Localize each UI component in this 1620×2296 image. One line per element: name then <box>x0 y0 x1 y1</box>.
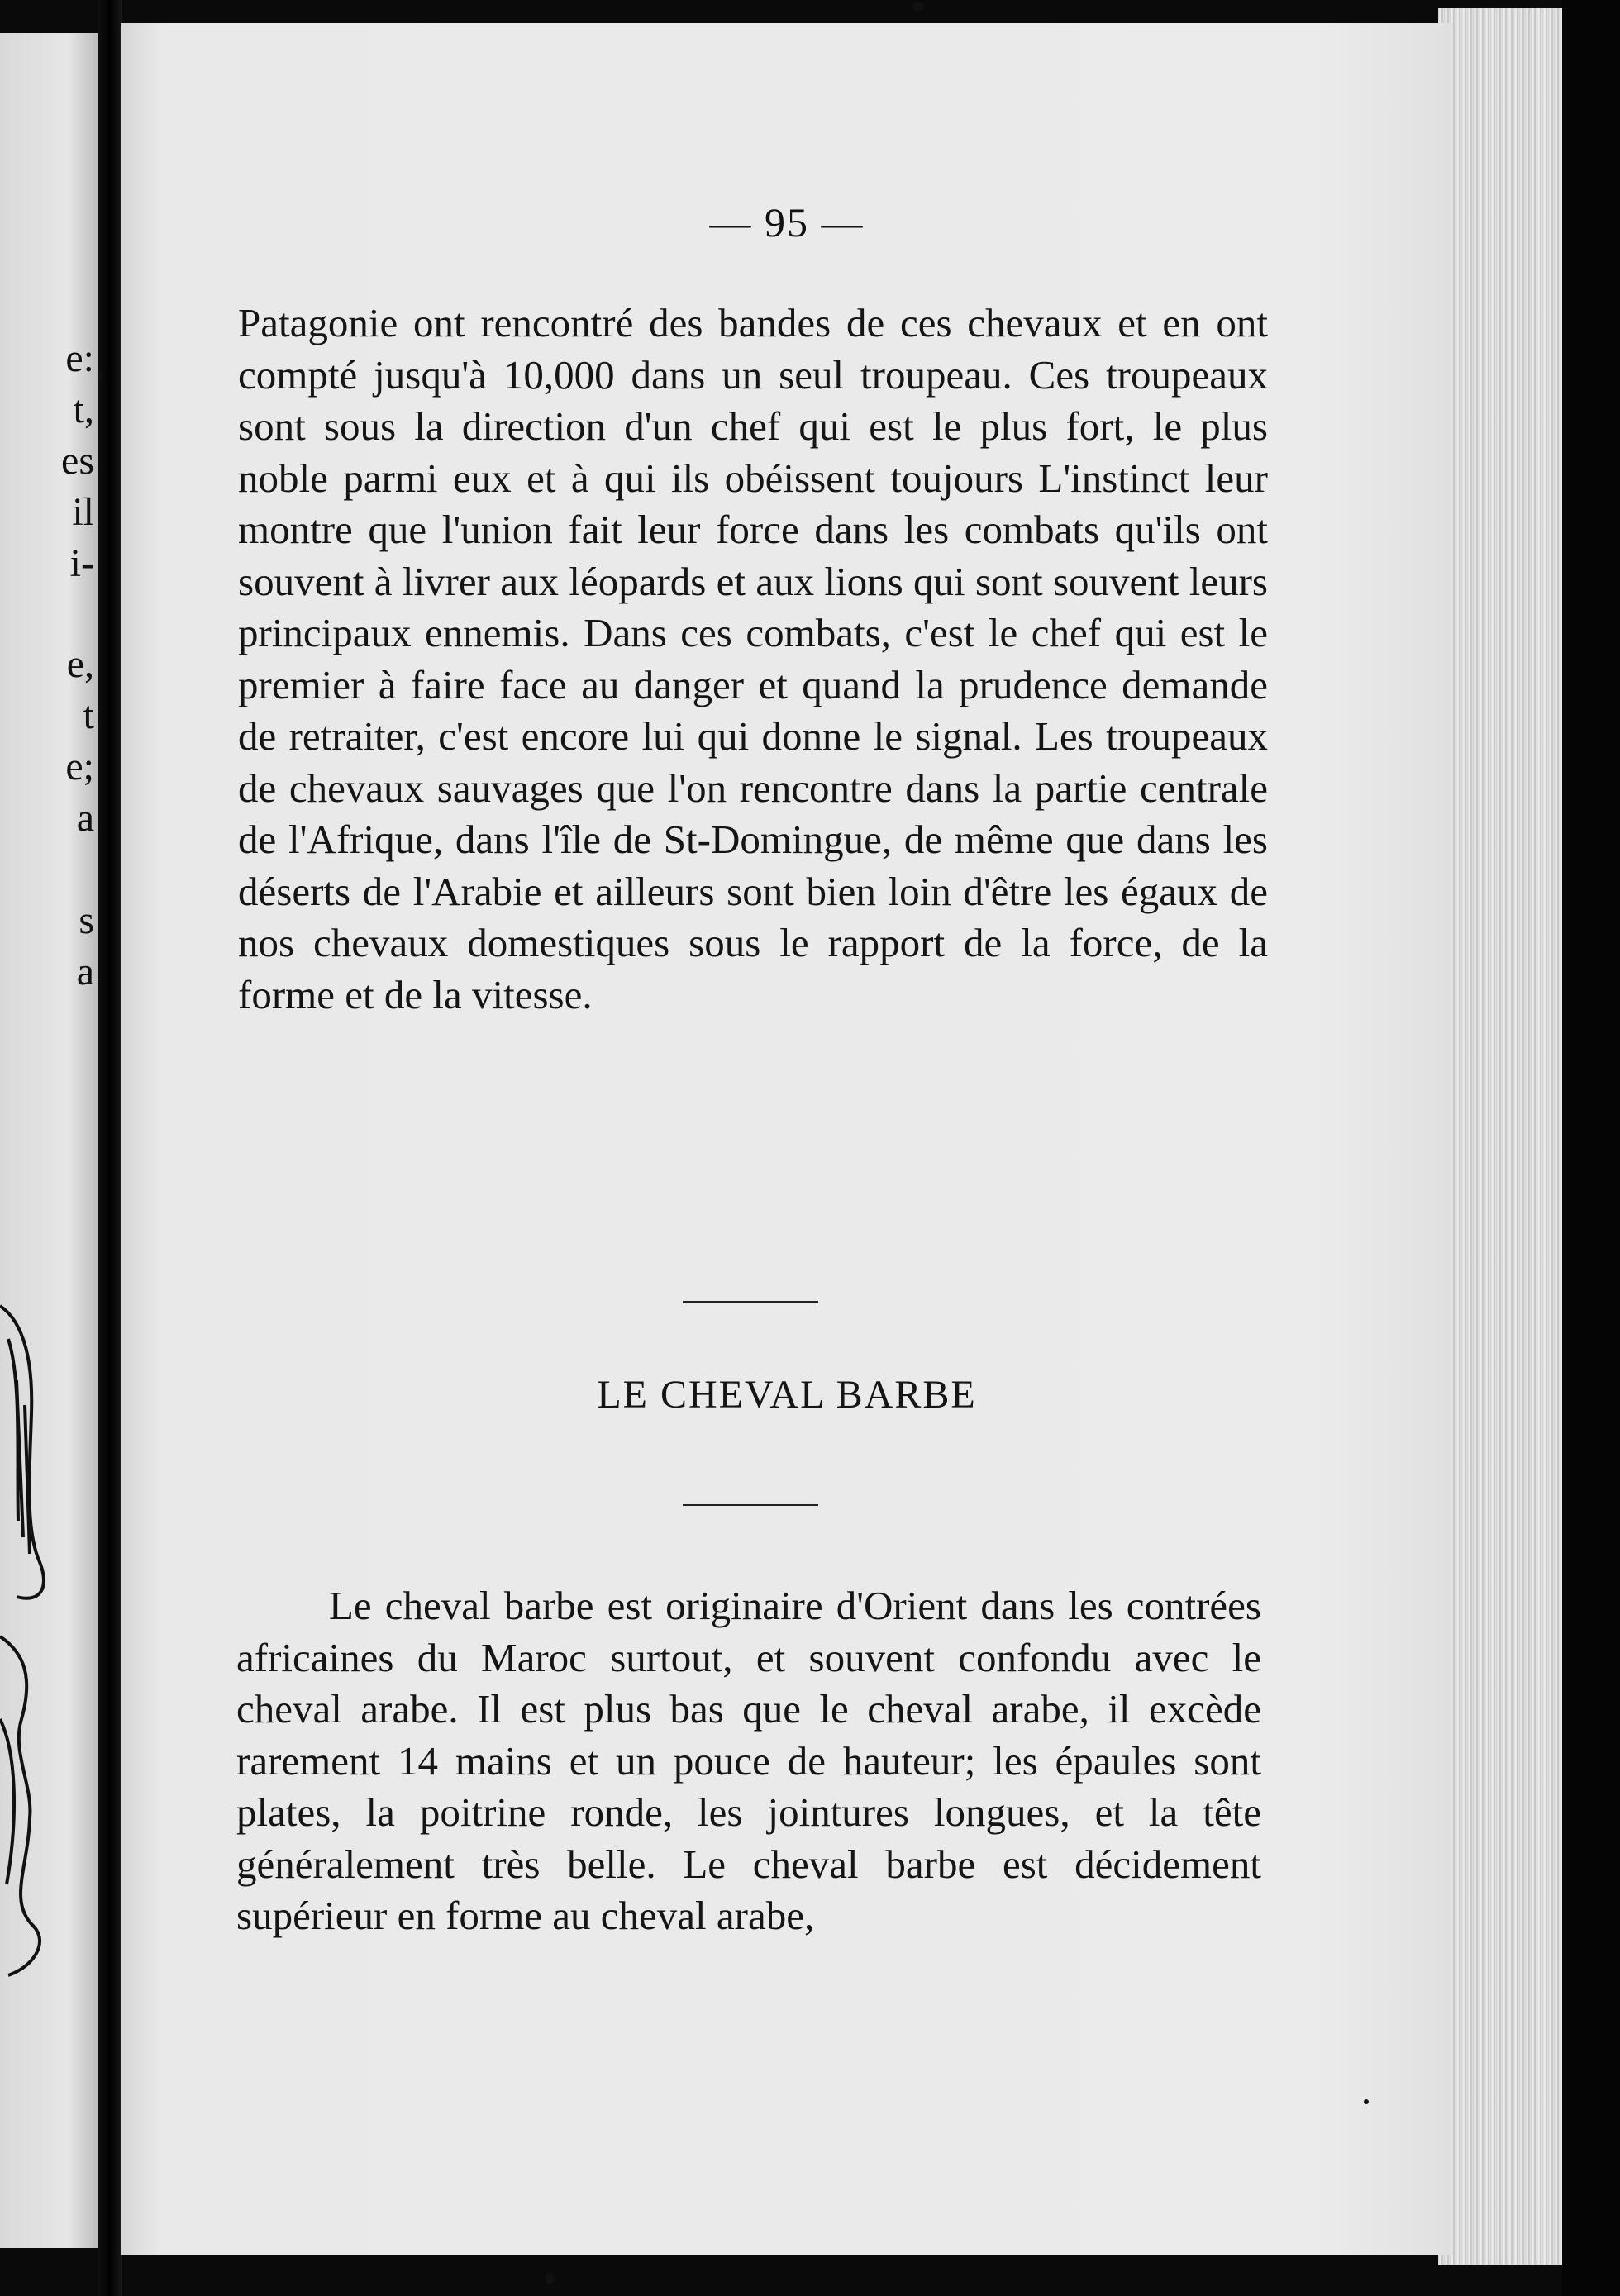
scan-speck <box>1364 2099 1369 2104</box>
body-paragraph: Le cheval barbe est originaire d'Orient dans les contrées africaines du Maroc surtout, et souvent confondu avec le cheval arabe. Il est plus bas que le cheval arabe, il excède rarement 14 mains et un pouce de hauteur; les épaules sont plates, la poitrine ronde, les jointures longues, et la tête généralement très belle. Le cheval barbe est décidement supérieur en forme au cheval arabe, <box>236 1583 1261 1938</box>
page-edges <box>1438 8 1570 2265</box>
left-page-fragment: s <box>79 898 94 942</box>
left-page-fragment: t <box>83 693 94 737</box>
illustration-fragment <box>0 1289 98 1984</box>
left-page-fragment: il <box>72 490 94 534</box>
separator-rule <box>683 1301 818 1303</box>
left-page-fragment: a <box>76 796 94 840</box>
left-page-fragment: e: <box>65 336 94 380</box>
separator-rule <box>683 1504 818 1506</box>
left-facing-page <box>0 33 98 2248</box>
scan-speck <box>546 2273 554 2284</box>
left-page-fragment: t, <box>73 388 94 431</box>
page-number: — 95 — <box>709 199 865 245</box>
left-page-fragment: e, <box>66 642 94 686</box>
book-gutter <box>98 0 122 2296</box>
left-page-fragment: i- <box>69 541 94 585</box>
left-page-fragment: e; <box>65 745 94 788</box>
left-page-fragment: a <box>76 950 94 993</box>
scan-speck <box>912 2 924 12</box>
body-paragraph <box>238 298 1268 1021</box>
section-title: LE CHEVAL BARBE <box>597 1373 977 1417</box>
left-page-fragment: es <box>61 439 94 483</box>
scan-speck <box>98 372 102 380</box>
edge-shadow <box>1562 0 1620 2296</box>
paragraph-text: Patagonie ont rencontré des bandes de ces chevaux et en ont compté jusqu'à 10,000 dans un seul troupeau. Ces troupeaux sont sous la direction d'un chef qui est le plus fort, le plus noble parmi eux et à qui ils obéissent toujours L'instinct leur montre que l'union fait leur force dans les combats qu'ils ont souvent à livrer aux léopards et aux lions qui sont souvent leurs principaux ennemis. Dans ces combats, c'est le chef qui est le premier à faire face au danger et quand la prudence demande de retraiter, c'est encore lui qui donne le signal. Les troupeaux de chevaux sauvages que l'on rencontre dans la partie centrale de l'Afrique, dans l'île de St-Domingue, de même que dans les déserts de l'Arabie et ailleurs sont bien loin d'être les égaux de nos chevaux domestiques sous le rapport de la force, de la forme et de la vitesse. <box>238 300 1268 1017</box>
